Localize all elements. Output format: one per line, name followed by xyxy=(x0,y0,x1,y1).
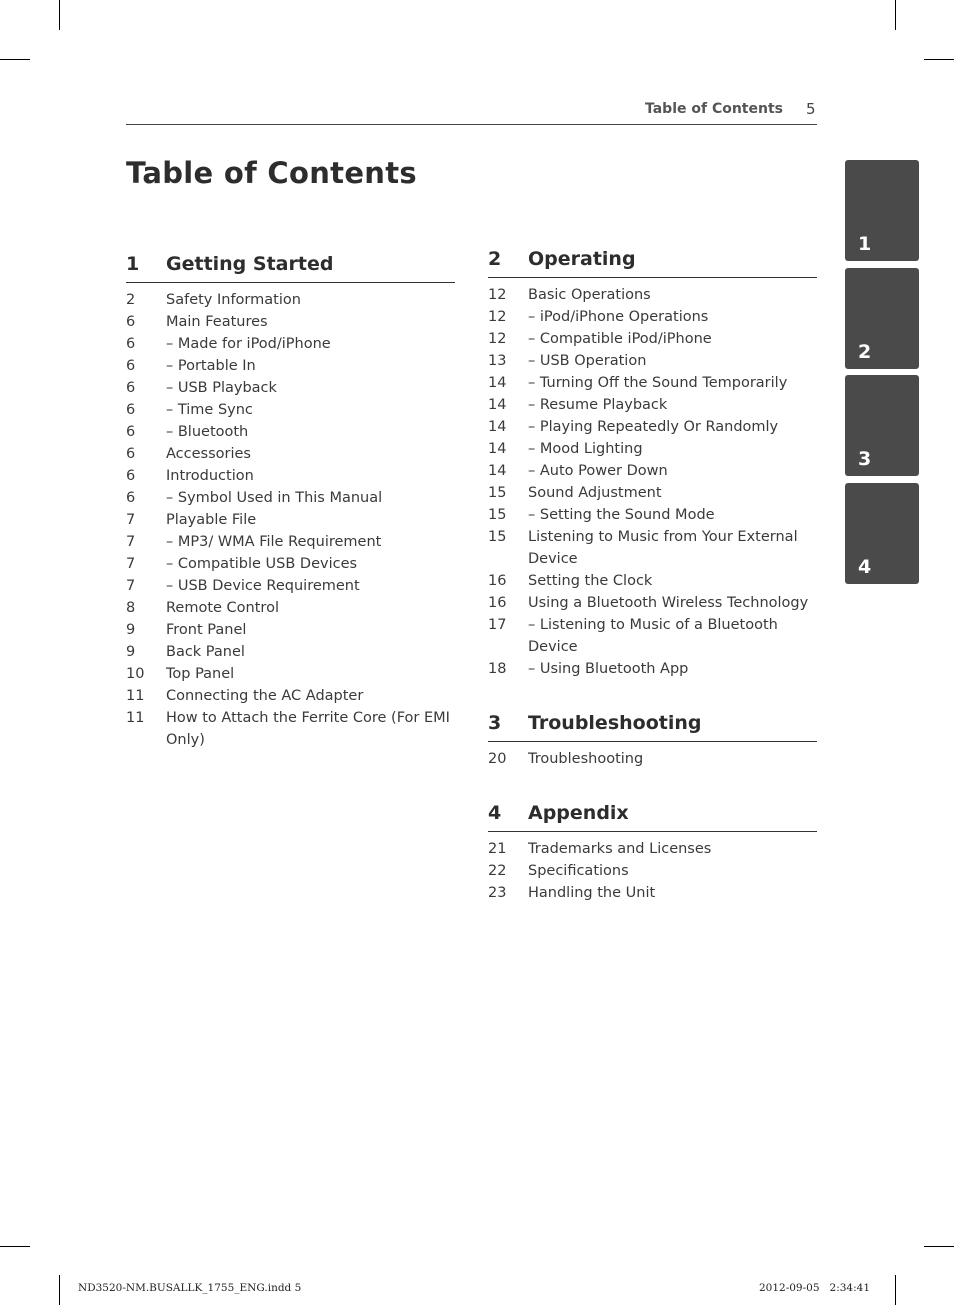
entry-title: – Compatible USB Devices xyxy=(166,556,358,572)
entry-page-number: 8 xyxy=(126,600,136,616)
entry-page-number: 7 xyxy=(126,578,136,594)
toc-entry[interactable] xyxy=(488,570,817,592)
entry-page-number: 14 xyxy=(488,419,507,435)
section-title: Appendix xyxy=(528,802,629,824)
header-divider xyxy=(126,124,817,125)
toc-entry[interactable] xyxy=(126,377,455,399)
entry-page-number: 6 xyxy=(126,336,136,352)
section-heading[interactable] xyxy=(126,253,455,283)
entry-page-number: 11 xyxy=(126,710,145,726)
entry-page-number: 9 xyxy=(126,644,136,660)
entry-title: Setting the Clock xyxy=(528,573,653,589)
entry-page-number: 15 xyxy=(488,485,507,501)
entry-title: – Listening to Music of a Bluetooth Device xyxy=(528,617,778,655)
entry-title: Listening to Music from Your External Device xyxy=(528,529,798,567)
toc-entry[interactable] xyxy=(126,465,455,487)
entry-page-number: 7 xyxy=(126,556,136,572)
entry-title: – Portable In xyxy=(166,358,256,374)
entry-page-number: 6 xyxy=(126,402,136,418)
crop-mark xyxy=(895,1275,896,1305)
entry-title: – Turning Off the Sound Temporarily xyxy=(528,375,788,391)
entry-page-number: 7 xyxy=(126,534,136,550)
entry-title: Sound Adjustment xyxy=(528,485,662,501)
entry-title: – MP3/ WMA File Requirement xyxy=(166,534,382,550)
toc-entry[interactable] xyxy=(488,306,817,328)
toc-entry[interactable] xyxy=(488,614,817,658)
section-heading[interactable] xyxy=(488,802,817,832)
entry-title: Main Features xyxy=(166,314,268,330)
page-number: 5 xyxy=(806,100,816,118)
entry-page-number: 17 xyxy=(488,617,507,633)
entry-title: Front Panel xyxy=(166,622,247,638)
entry-title: – Mood Lighting xyxy=(528,441,643,457)
section-title: Getting Started xyxy=(166,253,334,275)
entry-page-number: 6 xyxy=(126,314,136,330)
toc-entry[interactable] xyxy=(488,504,817,526)
toc-entry[interactable] xyxy=(126,311,455,333)
toc-entry[interactable] xyxy=(488,882,817,904)
entry-title: Accessories xyxy=(166,446,251,462)
toc-entry[interactable] xyxy=(126,707,455,751)
toc-entry[interactable] xyxy=(126,399,455,421)
entry-title: Specifications xyxy=(528,863,629,879)
toc-entry[interactable] xyxy=(488,328,817,350)
entry-page-number: 22 xyxy=(488,863,507,879)
entry-title: Handling the Unit xyxy=(528,885,656,901)
toc-entry[interactable] xyxy=(126,509,455,531)
entry-page-number: 13 xyxy=(488,353,507,369)
entry-title: – Resume Playback xyxy=(528,397,668,413)
running-header: Table of Contents xyxy=(644,101,783,117)
chapter-tab-3[interactable] xyxy=(845,375,919,476)
toc-entry[interactable] xyxy=(488,350,817,372)
entry-title: – iPod/iPhone Operations xyxy=(528,309,709,325)
toc-entry[interactable] xyxy=(488,284,817,306)
toc-entry[interactable] xyxy=(488,394,817,416)
entry-title: Playable File xyxy=(166,512,257,528)
crop-mark xyxy=(924,59,954,60)
toc-entry[interactable] xyxy=(488,860,817,882)
entry-page-number: 16 xyxy=(488,573,507,589)
section-number: 3 xyxy=(488,712,502,734)
entry-title: – USB Playback xyxy=(166,380,277,396)
section-heading[interactable] xyxy=(488,248,817,278)
toc-entry[interactable] xyxy=(488,482,817,504)
toc-entry[interactable] xyxy=(488,460,817,482)
toc-entry[interactable] xyxy=(126,553,455,575)
toc-entry[interactable] xyxy=(488,838,817,860)
chapter-tab-2[interactable] xyxy=(845,268,919,369)
entry-page-number: 16 xyxy=(488,595,507,611)
entry-title: – Bluetooth xyxy=(166,424,249,440)
toc-entry[interactable] xyxy=(126,575,455,597)
toc-entry[interactable] xyxy=(126,355,455,377)
entry-title: Safety Information xyxy=(166,292,301,308)
entry-title: – USB Operation xyxy=(528,353,647,369)
toc-entry[interactable] xyxy=(126,597,455,619)
entry-page-number: 6 xyxy=(126,446,136,462)
toc-left-column xyxy=(126,253,455,751)
entry-page-number: 12 xyxy=(488,309,507,325)
entry-title: Connecting the AC Adapter xyxy=(166,688,364,704)
entry-title: – Auto Power Down xyxy=(528,463,668,479)
toc-entry[interactable] xyxy=(126,443,455,465)
toc-entry[interactable] xyxy=(488,658,817,680)
toc-section xyxy=(488,802,817,904)
entry-page-number: 12 xyxy=(488,287,507,303)
entry-page-number: 6 xyxy=(126,490,136,506)
toc-entry[interactable] xyxy=(126,641,455,663)
entry-page-number: 6 xyxy=(126,424,136,440)
toc-entry[interactable] xyxy=(488,592,817,614)
toc-right-column xyxy=(488,248,817,904)
chapter-tab-label: 4 xyxy=(858,556,872,578)
crop-mark xyxy=(0,1246,30,1247)
toc-section xyxy=(488,712,817,770)
toc-entry[interactable] xyxy=(488,526,817,570)
section-title: Troubleshooting xyxy=(528,712,702,734)
toc-section xyxy=(488,248,817,680)
section-title: Operating xyxy=(528,248,636,270)
crop-mark xyxy=(59,0,60,30)
entry-page-number: 9 xyxy=(126,622,136,638)
entry-page-number: 6 xyxy=(126,358,136,374)
entry-title: Top Panel xyxy=(166,666,235,682)
entry-title: – USB Device Requirement xyxy=(166,578,360,594)
chapter-tab-label: 2 xyxy=(858,341,872,363)
entry-page-number: 23 xyxy=(488,885,507,901)
crop-mark xyxy=(895,0,896,30)
entry-title: – Symbol Used in This Manual xyxy=(166,490,383,506)
toc-entry[interactable] xyxy=(126,685,455,707)
entry-title: Using a Bluetooth Wireless Technology xyxy=(528,595,809,611)
toc-section xyxy=(126,253,455,751)
entry-page-number: 2 xyxy=(126,292,136,308)
footer-file-name: ND3520-NM.BUSALLK_1755_ENG.indd 5 xyxy=(78,1282,302,1294)
section-heading[interactable] xyxy=(488,712,817,742)
section-number: 4 xyxy=(488,802,502,824)
section-number: 1 xyxy=(126,253,140,275)
entry-title: – Made for iPod/iPhone xyxy=(166,336,331,352)
crop-mark xyxy=(924,1246,954,1247)
crop-mark xyxy=(59,1275,60,1305)
toc-entry[interactable] xyxy=(126,531,455,553)
entry-page-number: 7 xyxy=(126,512,136,528)
entry-page-number: 11 xyxy=(126,688,145,704)
toc-entry[interactable] xyxy=(488,372,817,394)
toc-entry[interactable] xyxy=(488,438,817,460)
page-title: Table of Contents xyxy=(126,156,417,190)
toc-entry[interactable] xyxy=(126,487,455,509)
toc-entry[interactable] xyxy=(126,333,455,355)
chapter-tab-label: 1 xyxy=(858,233,872,255)
entry-title: How to Attach the Ferrite Core (For EMI Only) xyxy=(166,710,450,748)
entry-page-number: 6 xyxy=(126,380,136,396)
entry-page-number: 20 xyxy=(488,751,507,767)
entry-title: – Setting the Sound Mode xyxy=(528,507,715,523)
entry-title: Remote Control xyxy=(166,600,279,616)
toc-entry[interactable] xyxy=(126,421,455,443)
entry-title: Basic Operations xyxy=(528,287,651,303)
entry-page-number: 10 xyxy=(126,666,145,682)
entry-page-number: 14 xyxy=(488,441,507,457)
entry-title: Back Panel xyxy=(166,644,245,660)
entry-title: – Playing Repeatedly Or Randomly xyxy=(528,419,779,435)
entry-page-number: 14 xyxy=(488,375,507,391)
chapter-tab-1[interactable] xyxy=(845,160,919,261)
entry-page-number: 14 xyxy=(488,397,507,413)
toc-entry[interactable] xyxy=(126,289,455,311)
entry-page-number: 18 xyxy=(488,661,507,677)
entry-page-number: 6 xyxy=(126,468,136,484)
entry-page-number: 21 xyxy=(488,841,507,857)
toc-entry[interactable] xyxy=(126,663,455,685)
toc-entry[interactable] xyxy=(488,748,817,770)
chapter-tab-4[interactable] xyxy=(845,483,919,584)
chapter-tab-label: 3 xyxy=(858,448,872,470)
section-number: 2 xyxy=(488,248,502,270)
entry-title: – Using Bluetooth App xyxy=(528,661,689,677)
toc-entry[interactable] xyxy=(488,416,817,438)
entry-title: Troubleshooting xyxy=(528,751,644,767)
crop-mark xyxy=(0,59,30,60)
entry-page-number: 15 xyxy=(488,529,507,545)
entry-title: – Time Sync xyxy=(166,402,253,418)
entry-page-number: 15 xyxy=(488,507,507,523)
entry-page-number: 14 xyxy=(488,463,507,479)
entry-page-number: 12 xyxy=(488,331,507,347)
toc-entry[interactable] xyxy=(126,619,455,641)
entry-title: Trademarks and Licenses xyxy=(528,841,712,857)
entry-title: Introduction xyxy=(166,468,254,484)
footer-timestamp: 2012-09-05 2:34:41 xyxy=(758,1282,870,1294)
entry-title: – Compatible iPod/iPhone xyxy=(528,331,712,347)
